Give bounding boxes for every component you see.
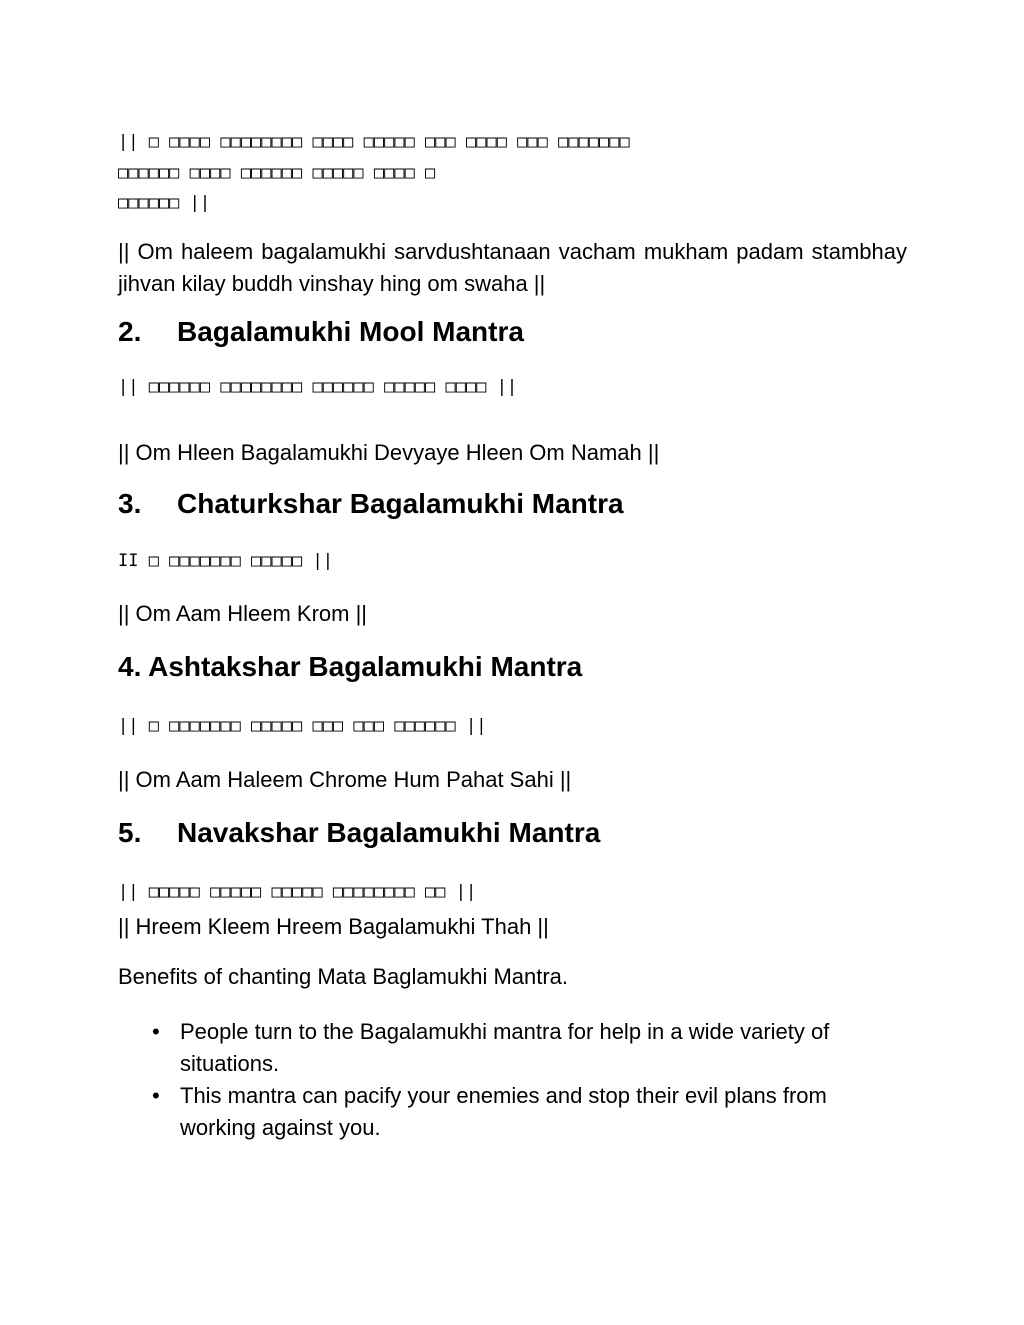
intro-transliteration: || Om haleem bagalamukhi sarvdushtanaan vacham mukham padam stambhay jihvan kilay buddh vinshay hing om swaha || xyxy=(118,239,907,296)
benefits-intro: Benefits of chanting Mata Baglamukhi Mantra. xyxy=(118,964,569,989)
section-title: Navakshar Bagalamukhi Mantra xyxy=(177,817,601,848)
section-heading-mool-mantra xyxy=(118,315,524,349)
list-item xyxy=(118,1016,908,1080)
section-title: Ashtakshar Bagalamukhi Mantra xyxy=(148,651,583,682)
chaturkshar-mantra-devanagari: II □ □□□□□□□ □□□□□ || xyxy=(118,551,333,571)
section-heading-chaturkshar-mantra xyxy=(118,487,624,521)
section-title: Chaturkshar Bagalamukhi Mantra xyxy=(177,488,624,519)
mool-mantra-devanagari: || □□□□□□ □□□□□□□□ □□□□□□ □□□□□ □□□□ || xyxy=(118,377,518,397)
section-heading-navakshar-mantra xyxy=(118,816,600,850)
section-number: 5. xyxy=(118,817,142,848)
section-title: Bagalamukhi Mool Mantra xyxy=(177,316,524,347)
intro-devanagari-line-2: □□□□□□ □□□□ □□□□□□ □□□□□ □□□□ □ xyxy=(118,163,436,183)
section-number: 3. xyxy=(118,488,142,519)
benefits-list xyxy=(118,1016,908,1144)
section-heading-ashtakshar-mantra xyxy=(118,650,582,684)
navakshar-mantra-devanagari: || □□□□□ □□□□□ □□□□□ □□□□□□□□ □□ || xyxy=(118,882,477,902)
benefit-text: People turn to the Bagalamukhi mantra for help in a wide variety of situations. xyxy=(180,1019,830,1076)
mool-mantra-transliteration: || Om Hleen Bagalamukhi Devyaye Hleen Om Namah || xyxy=(118,440,660,465)
ashtakshar-mantra-devanagari: || □ □□□□□□□ □□□□□ □□□ □□□ □□□□□□ || xyxy=(118,716,487,736)
navakshar-mantra-transliteration: || Hreem Kleem Hreem Bagalamukhi Thah || xyxy=(118,914,549,939)
benefit-text: This mantra can pacify your enemies and stop their evil plans from working against you. xyxy=(180,1083,827,1140)
section-number: 4. xyxy=(118,651,142,682)
section-number: 2. xyxy=(118,316,142,347)
list-item xyxy=(118,1080,908,1144)
intro-devanagari-line-3: □□□□□□ || xyxy=(118,193,211,213)
intro-devanagari-line-1: || □ □□□□ □□□□□□□□ □□□□ □□□□□ □□□ □□□□ □□□ □□□□□□□ xyxy=(118,132,630,152)
chaturkshar-mantra-transliteration: || Om Aam Hleem Krom || xyxy=(118,601,368,626)
bullet-icon: • xyxy=(152,1019,160,1044)
bullet-icon: • xyxy=(152,1083,160,1108)
ashtakshar-mantra-transliteration: || Om Aam Haleem Chrome Hum Pahat Sahi || xyxy=(118,767,572,792)
